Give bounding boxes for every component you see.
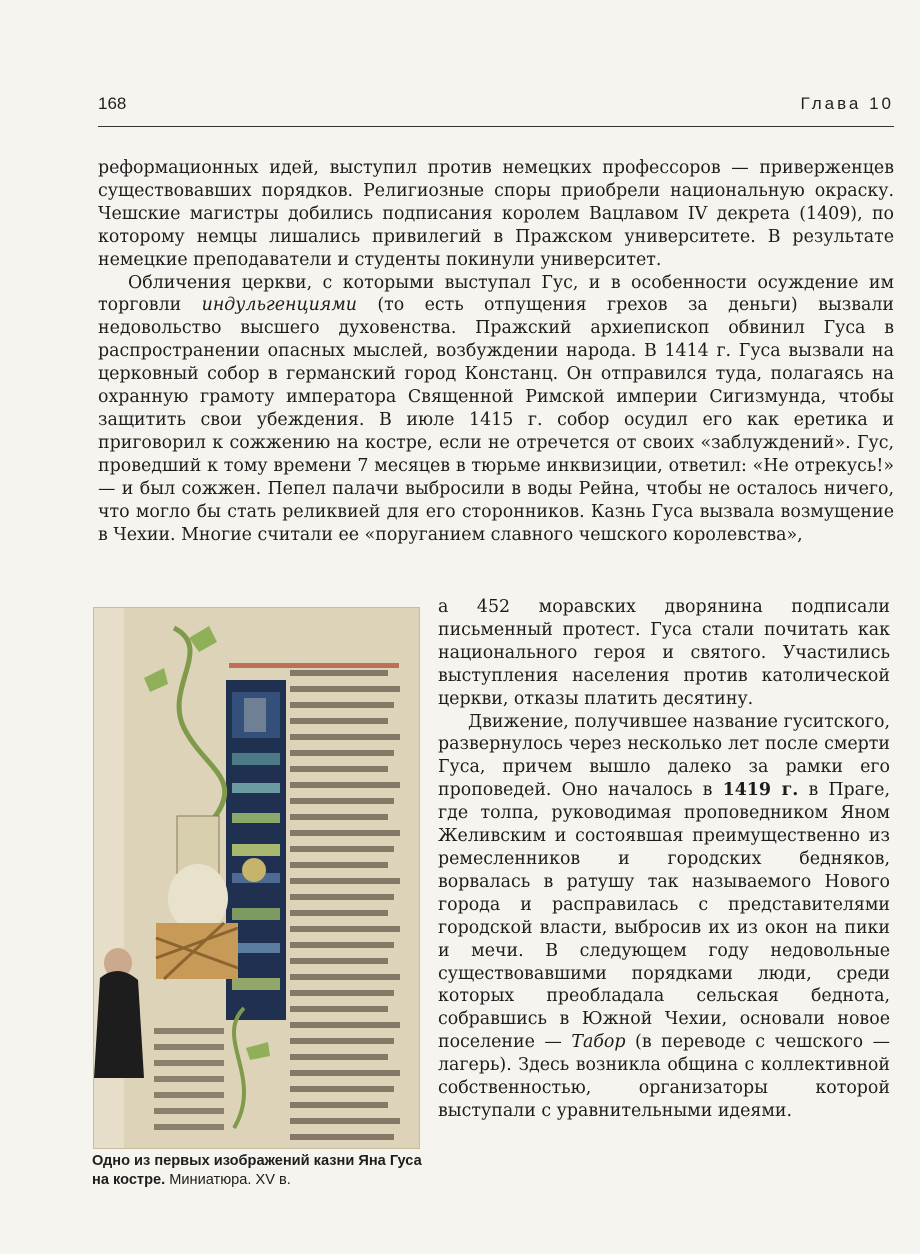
- chapter-title: Глава 10: [800, 94, 894, 113]
- body-text-right: [438, 596, 890, 1123]
- script-line: [290, 814, 388, 820]
- page-header: [98, 92, 894, 127]
- bold-date: 1419 г.: [722, 780, 799, 801]
- script-line: [290, 734, 400, 740]
- script-line: [290, 1102, 388, 1108]
- caption-title: Одно из первых изображений казни Яна Гуса на костре.: [92, 1153, 422, 1188]
- script-line: [290, 798, 394, 804]
- script-line: [290, 1038, 394, 1044]
- script-line: [154, 1076, 224, 1082]
- script-line: [290, 1086, 394, 1092]
- script-line: [290, 702, 394, 708]
- script-line: [290, 1118, 400, 1124]
- script-line: [290, 1006, 388, 1012]
- script-line: [290, 910, 388, 916]
- script-line: [154, 1108, 224, 1114]
- script-line: [290, 894, 394, 900]
- caption-details: Миниатюра. XV в.: [165, 1172, 291, 1188]
- script-line: [290, 862, 388, 868]
- text-run: (в переводе с чешского — лагерь). Здесь возникла община с коллективной собственностью, организаторы которой выступали с уравнительными идеями.: [438, 1032, 891, 1121]
- text-run: Обличения церкви, с которыми выступал Гус, и в особенности осуждение им торговли: [98, 272, 894, 316]
- script-line: [290, 750, 394, 756]
- text-run: в Праге, где толпа, руководимая проповедником Яном Желивским и состоявшая преимущественно из ремесленников и городских бедняков, ворвалась в ратушу так называемого Нового города и расправилась с представителями городской власти, выбросив их из окон на пики и мечи. В следующем году недовольные существовавшими порядками люди, среди которых преобладала сельская беднота, собравшись в Южной Чехии, основали новое поселение —: [438, 780, 890, 1053]
- text-run: Движение, получившее название гуситского, развернулось через несколько лет после смерти Гуса, причем вышло далеко за рамки его проповедей. Оно началось в: [438, 711, 890, 801]
- script-line: [290, 782, 400, 788]
- body-text-top: [98, 157, 894, 546]
- text-run: а 452 моравских дворянина подписали письменный протест. Гуса стали почитать как национального героя и святого. Участились выступления населения против католической церкви, отказы платить десятину.: [438, 597, 890, 709]
- script-line: [290, 1054, 388, 1060]
- script-line: [290, 846, 394, 852]
- page-number: 168: [98, 94, 127, 113]
- paragraph: [438, 596, 890, 711]
- script-line: [290, 670, 388, 676]
- script-line: [154, 1124, 224, 1130]
- italic-term: индульгенциями: [201, 295, 357, 316]
- paragraph: [98, 157, 894, 272]
- script-line: [290, 990, 394, 996]
- rubric-line: [229, 663, 399, 668]
- script-line: [290, 926, 400, 932]
- figure-caption: [92, 1152, 422, 1190]
- paragraph: [98, 272, 894, 547]
- script-line: [290, 766, 388, 772]
- script-line: [154, 1044, 224, 1050]
- text-run: реформационных идей, выступил против немецких профессоров — приверженцев существовавших порядков. Религиозные споры приобрели национальную окраску. Чешские магистры добились подписания королем Вацлавом IV декрета (1409), по которому немцы лишались привилегий в Пражском университете. В результате немецкие преподаватели и студенты покинули университет.: [98, 158, 894, 270]
- script-line: [290, 942, 394, 948]
- paragraph: [438, 711, 890, 1123]
- italic-term: Табор: [571, 1032, 626, 1053]
- miniature-image: [94, 608, 419, 1148]
- text-run: (то есть отпущения грехов за деньги) вызвали недовольство высшего духовенства. Пражский архиепископ обвинил Гуса в распространении опасных мыслей, возбуждении народа. В 1414 г. Гуса вызвали на церковный собор в германский город Констанц. Он отправился туда, полагаясь на охранную грамоту императора Священной Римской империи Сигизмунда, чтобы защитить свои убеждения. В июле 1415 г. собор осудил его как еретика и приговорил к сожжению на костре, если не отречется от своих «заблуждений». Гус, проведший к тому времени 7 месяцев в тюрьме инквизиции, ответил: «Не отрекусь!» — и был сожжен. Пепел палачи выбросили в воды Рейна, чтобы не осталось ничего, что могло бы стать реликвией для его сторонников. Казнь Гуса вызвала возмущение в Чехии. Многие считали ее «поруганием славного чешского королевства»,: [98, 295, 895, 545]
- manuscript-miniature: [93, 607, 420, 1149]
- script-line: [290, 1134, 394, 1140]
- script-line: [154, 1028, 224, 1034]
- script-line: [290, 1022, 400, 1028]
- script-line: [290, 718, 388, 724]
- script-line: [154, 1092, 224, 1098]
- script-line: [154, 1060, 224, 1066]
- script-line: [290, 878, 400, 884]
- script-line: [290, 686, 400, 692]
- script-line: [290, 974, 400, 980]
- script-line: [290, 1070, 400, 1076]
- script-line: [290, 958, 388, 964]
- script-line: [290, 830, 400, 836]
